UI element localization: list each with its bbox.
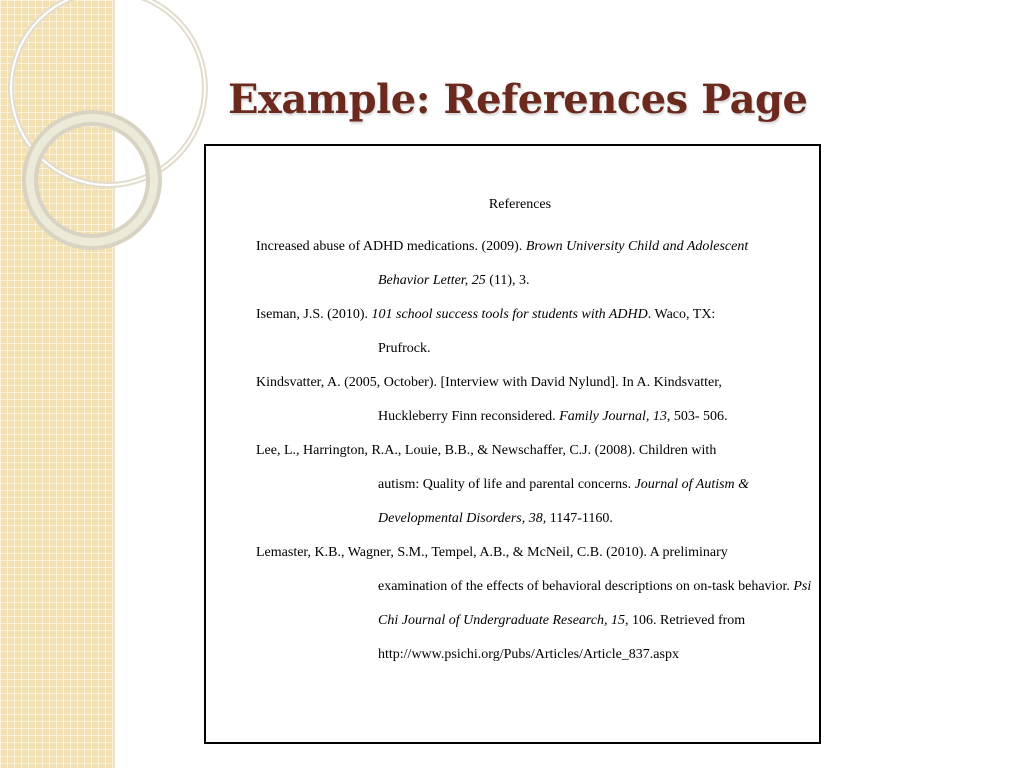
- reference-italic-text: Developmental Disorders, 38,: [378, 511, 547, 526]
- reference-text: Lemaster, K.B., Wagner, S.M., Tempel, A.B., & McNeil, C.B. (2010). A preliminary: [256, 545, 728, 560]
- reference-entry: [256, 536, 816, 672]
- reference-text: , 106. Retrieved from: [625, 613, 746, 628]
- reference-italic-text: Behavior Letter, 25: [378, 273, 486, 288]
- reference-entry: [256, 230, 816, 298]
- reference-text: Iseman, J.S. (2010).: [256, 307, 372, 322]
- reference-text: 1147-1160.: [546, 511, 613, 526]
- reference-first-line: [256, 366, 816, 400]
- reference-italic-text: Psi: [793, 579, 812, 594]
- reference-text: . Waco, TX:: [647, 307, 716, 322]
- slide-title: Example: References Page: [228, 76, 808, 123]
- reference-text: Huckleberry Finn reconsidered.: [378, 409, 560, 424]
- reference-italic-text: Journal of Autism &: [634, 477, 750, 492]
- reference-first-line: [256, 434, 816, 468]
- reference-text: Lee, L., Harrington, R.A., Louie, B.B., & Newschaffer, C.J. (2008). Children with: [256, 443, 717, 458]
- reference-continuation-line: [317, 400, 816, 434]
- reference-italic-text: 101 school success tools for students with ADHD: [371, 307, 648, 322]
- reference-text: examination of the effects of behavioral descriptions on on-task behavior.: [378, 579, 794, 594]
- reference-entry: [256, 434, 816, 536]
- reference-continuation-line: [317, 264, 816, 298]
- reference-continuation-line: [317, 638, 816, 672]
- reference-entry: [256, 366, 816, 434]
- decorative-circles: [0, 0, 200, 260]
- reference-text: Kindsvatter, A. (2005, October). [Interview with David Nylund]. In A. Kindsvatter,: [256, 375, 722, 390]
- references-document-box: [204, 144, 821, 744]
- reference-continuation-line: [317, 468, 816, 502]
- reference-first-line: [256, 298, 816, 332]
- reference-italic-text: Chi Journal of Undergraduate Research, 15: [378, 613, 626, 628]
- reference-text: autism: Quality of life and parental concerns.: [378, 477, 635, 492]
- reference-continuation-line: [317, 604, 816, 638]
- reference-italic-text: Brown University Child and Adolescent: [525, 239, 749, 254]
- reference-continuation-line: [317, 502, 816, 536]
- references-heading: References: [488, 197, 552, 212]
- reference-text: Increased abuse of ADHD medications. (2009).: [256, 239, 526, 254]
- reference-italic-text: Family Journal, 13: [559, 409, 667, 424]
- reference-first-line: [256, 230, 816, 264]
- reference-text: , 503- 506.: [666, 409, 728, 424]
- reference-text: Prufrock.: [378, 341, 431, 356]
- reference-entry: [256, 298, 816, 366]
- reference-text: (11), 3.: [485, 273, 530, 288]
- reference-continuation-line: [317, 570, 816, 604]
- reference-first-line: [256, 536, 816, 570]
- reference-continuation-line: [317, 332, 816, 366]
- reference-list: [256, 230, 816, 672]
- reference-text: http://www.psichi.org/Pubs/Articles/Article_837.aspx: [378, 647, 679, 662]
